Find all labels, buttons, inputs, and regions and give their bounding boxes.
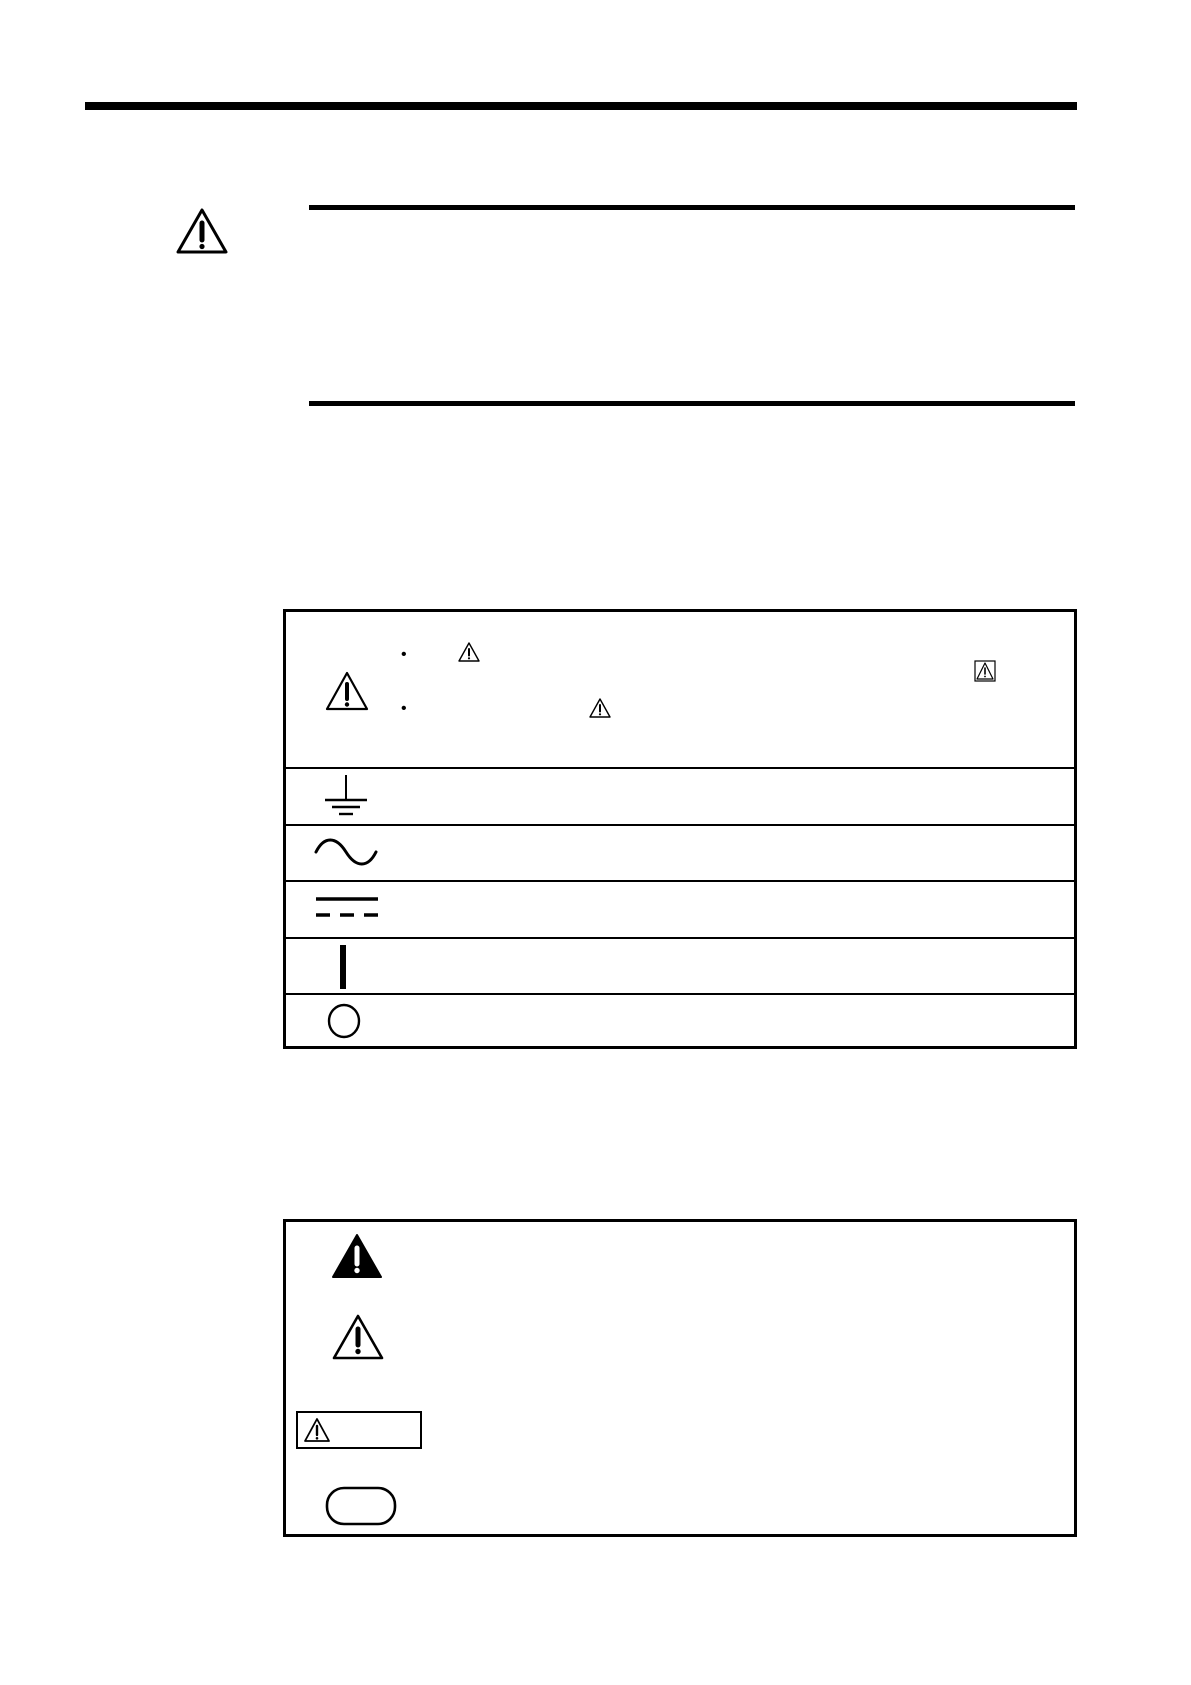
table-divider [286,824,1074,826]
boxed-warning-icon [974,660,996,682]
bullet-marker: • [401,700,407,717]
direct-current-icon [316,895,378,921]
small-warning-triangle-icon [458,642,480,662]
bullet-marker: • [401,646,407,663]
ground-icon [323,774,369,818]
table-divider [286,993,1074,995]
warning-bottom-rule [309,401,1075,406]
warning-triangle-icon [325,671,369,711]
small-warning-triangle-icon [589,698,611,718]
warning-icon [176,208,228,254]
alternating-current-icon [314,834,378,870]
warning-triangle-icon [332,1314,384,1360]
table-divider [286,880,1074,882]
power-off-icon [327,1003,361,1039]
top-rule [85,102,1077,110]
table-divider [286,937,1074,939]
filled-warning-triangle-icon [331,1233,383,1279]
note-oval-icon [325,1486,397,1526]
symbols-table [283,609,1077,1049]
warning-top-rule [309,205,1075,210]
caution-label-icon [296,1411,422,1449]
table-divider [286,767,1074,769]
power-on-icon [339,945,347,989]
hazard-levels-table [283,1219,1077,1537]
